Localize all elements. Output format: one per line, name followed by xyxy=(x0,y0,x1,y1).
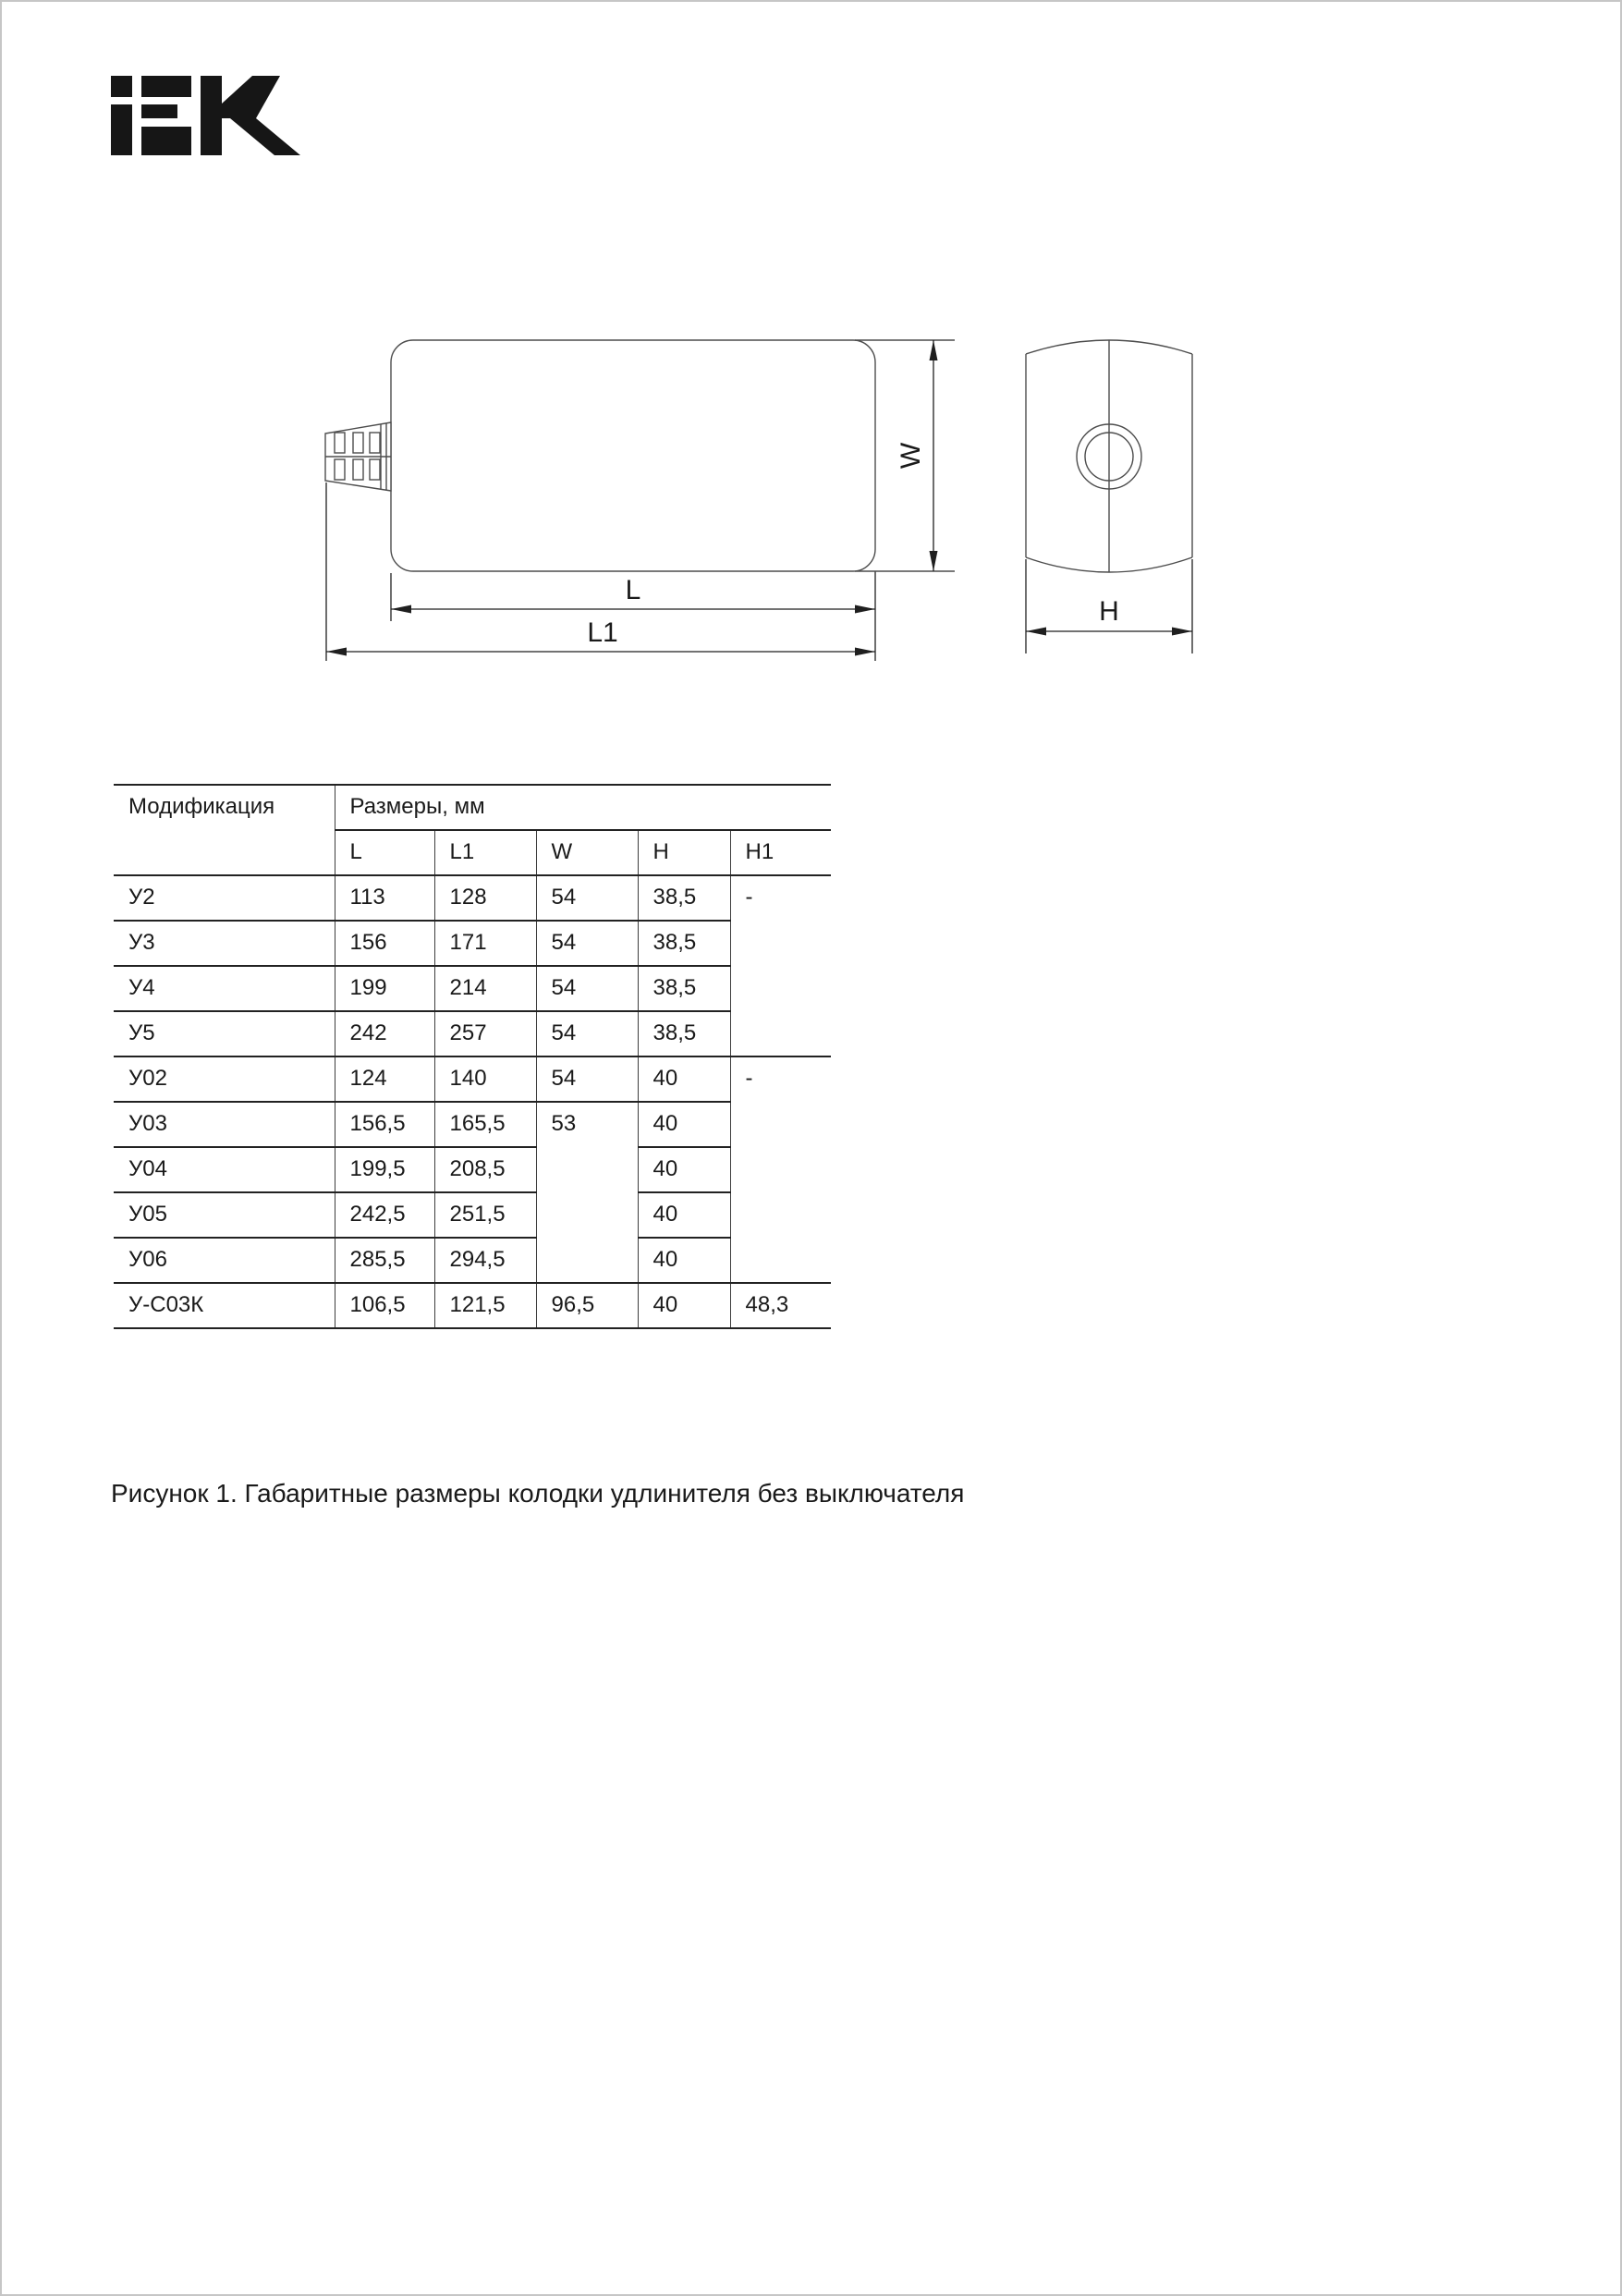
cell-l1: 121,5 xyxy=(434,1283,536,1328)
dim-label-l: L xyxy=(625,575,641,605)
table-row xyxy=(114,1238,831,1283)
dimension-l1 xyxy=(326,617,875,656)
table-row xyxy=(114,875,831,921)
cable-gland xyxy=(325,422,391,491)
cell-h: 40 xyxy=(638,1238,730,1283)
cell-h1: - xyxy=(730,1056,831,1283)
table-row xyxy=(114,1147,831,1192)
col-header-l: L xyxy=(335,830,434,875)
col-header-w: W xyxy=(536,830,638,875)
dim-label-w: W xyxy=(896,442,926,470)
table-row xyxy=(114,1283,831,1328)
cell-l: 156 xyxy=(335,921,434,966)
cell-l: 124 xyxy=(335,1056,434,1102)
table-row xyxy=(114,1011,831,1056)
cell-modification: У04 xyxy=(114,1147,335,1192)
cell-l1: 214 xyxy=(434,966,536,1011)
cell-h: 38,5 xyxy=(638,1011,730,1056)
cell-w: 96,5 xyxy=(536,1283,638,1328)
drawing-figure xyxy=(305,314,1238,675)
cell-h: 38,5 xyxy=(638,966,730,1011)
cell-modification: У06 xyxy=(114,1238,335,1283)
cell-w: 54 xyxy=(536,1056,638,1102)
cell-modification: У-С03К xyxy=(114,1283,335,1328)
table-header-row-1 xyxy=(114,785,831,830)
cell-h: 40 xyxy=(638,1192,730,1238)
cell-l1: 140 xyxy=(434,1056,536,1102)
dimensions-table xyxy=(114,784,831,1329)
cell-l1: 208,5 xyxy=(434,1147,536,1192)
table-row xyxy=(114,1056,831,1102)
cell-l: 106,5 xyxy=(335,1283,434,1328)
cell-modification: У2 xyxy=(114,875,335,921)
cell-modification: У4 xyxy=(114,966,335,1011)
end-view xyxy=(1026,340,1192,572)
cell-l1: 171 xyxy=(434,921,536,966)
cell-h: 40 xyxy=(638,1102,730,1147)
col-header-modification: Модификация xyxy=(114,785,335,875)
cell-w: 54 xyxy=(536,966,638,1011)
col-header-dimensions: Размеры, мм xyxy=(335,785,831,830)
col-header-h: H xyxy=(638,830,730,875)
cell-l: 285,5 xyxy=(335,1238,434,1283)
cell-h: 38,5 xyxy=(638,875,730,921)
col-header-h1: H1 xyxy=(730,830,831,875)
table-row xyxy=(114,921,831,966)
dimension-drawing xyxy=(305,314,1238,675)
cell-l: 113 xyxy=(335,875,434,921)
block-body-outline xyxy=(391,340,875,571)
cell-l: 199,5 xyxy=(335,1147,434,1192)
cell-h: 40 xyxy=(638,1147,730,1192)
cell-l1: 251,5 xyxy=(434,1192,536,1238)
cell-l1: 128 xyxy=(434,875,536,921)
cell-l: 242 xyxy=(335,1011,434,1056)
table-row xyxy=(114,1192,831,1238)
cell-w: 54 xyxy=(536,1011,638,1056)
cell-modification: У02 xyxy=(114,1056,335,1102)
cell-l1: 257 xyxy=(434,1011,536,1056)
iek-logo-icon xyxy=(102,65,300,157)
cell-l1: 294,5 xyxy=(434,1238,536,1283)
table-row xyxy=(114,1102,831,1147)
cell-modification: У3 xyxy=(114,921,335,966)
cell-l: 156,5 xyxy=(335,1102,434,1147)
cell-w: 54 xyxy=(536,921,638,966)
dimension-h xyxy=(1026,559,1192,653)
table-row xyxy=(114,966,831,1011)
iek-logo xyxy=(102,65,300,157)
dim-label-l1: L1 xyxy=(587,617,618,648)
cell-l: 199 xyxy=(335,966,434,1011)
cell-h: 38,5 xyxy=(638,921,730,966)
dim-label-h: H xyxy=(1099,596,1119,627)
dimension-l xyxy=(391,575,875,614)
cell-h: 40 xyxy=(638,1056,730,1102)
col-header-l1: L1 xyxy=(434,830,536,875)
cell-w: 54 xyxy=(536,875,638,921)
figure-caption: Рисунок 1. Габаритные размеры колодки удлинителя без выключателя xyxy=(111,1479,965,1508)
dimension-w xyxy=(896,340,938,571)
cell-h1: - xyxy=(730,875,831,1056)
cell-h1: 48,3 xyxy=(730,1283,831,1328)
cell-l1: 165,5 xyxy=(434,1102,536,1147)
cell-modification: У5 xyxy=(114,1011,335,1056)
cell-modification: У03 xyxy=(114,1102,335,1147)
cell-h: 40 xyxy=(638,1283,730,1328)
cell-l: 242,5 xyxy=(335,1192,434,1238)
cell-w: 53 xyxy=(536,1102,638,1283)
cell-modification: У05 xyxy=(114,1192,335,1238)
